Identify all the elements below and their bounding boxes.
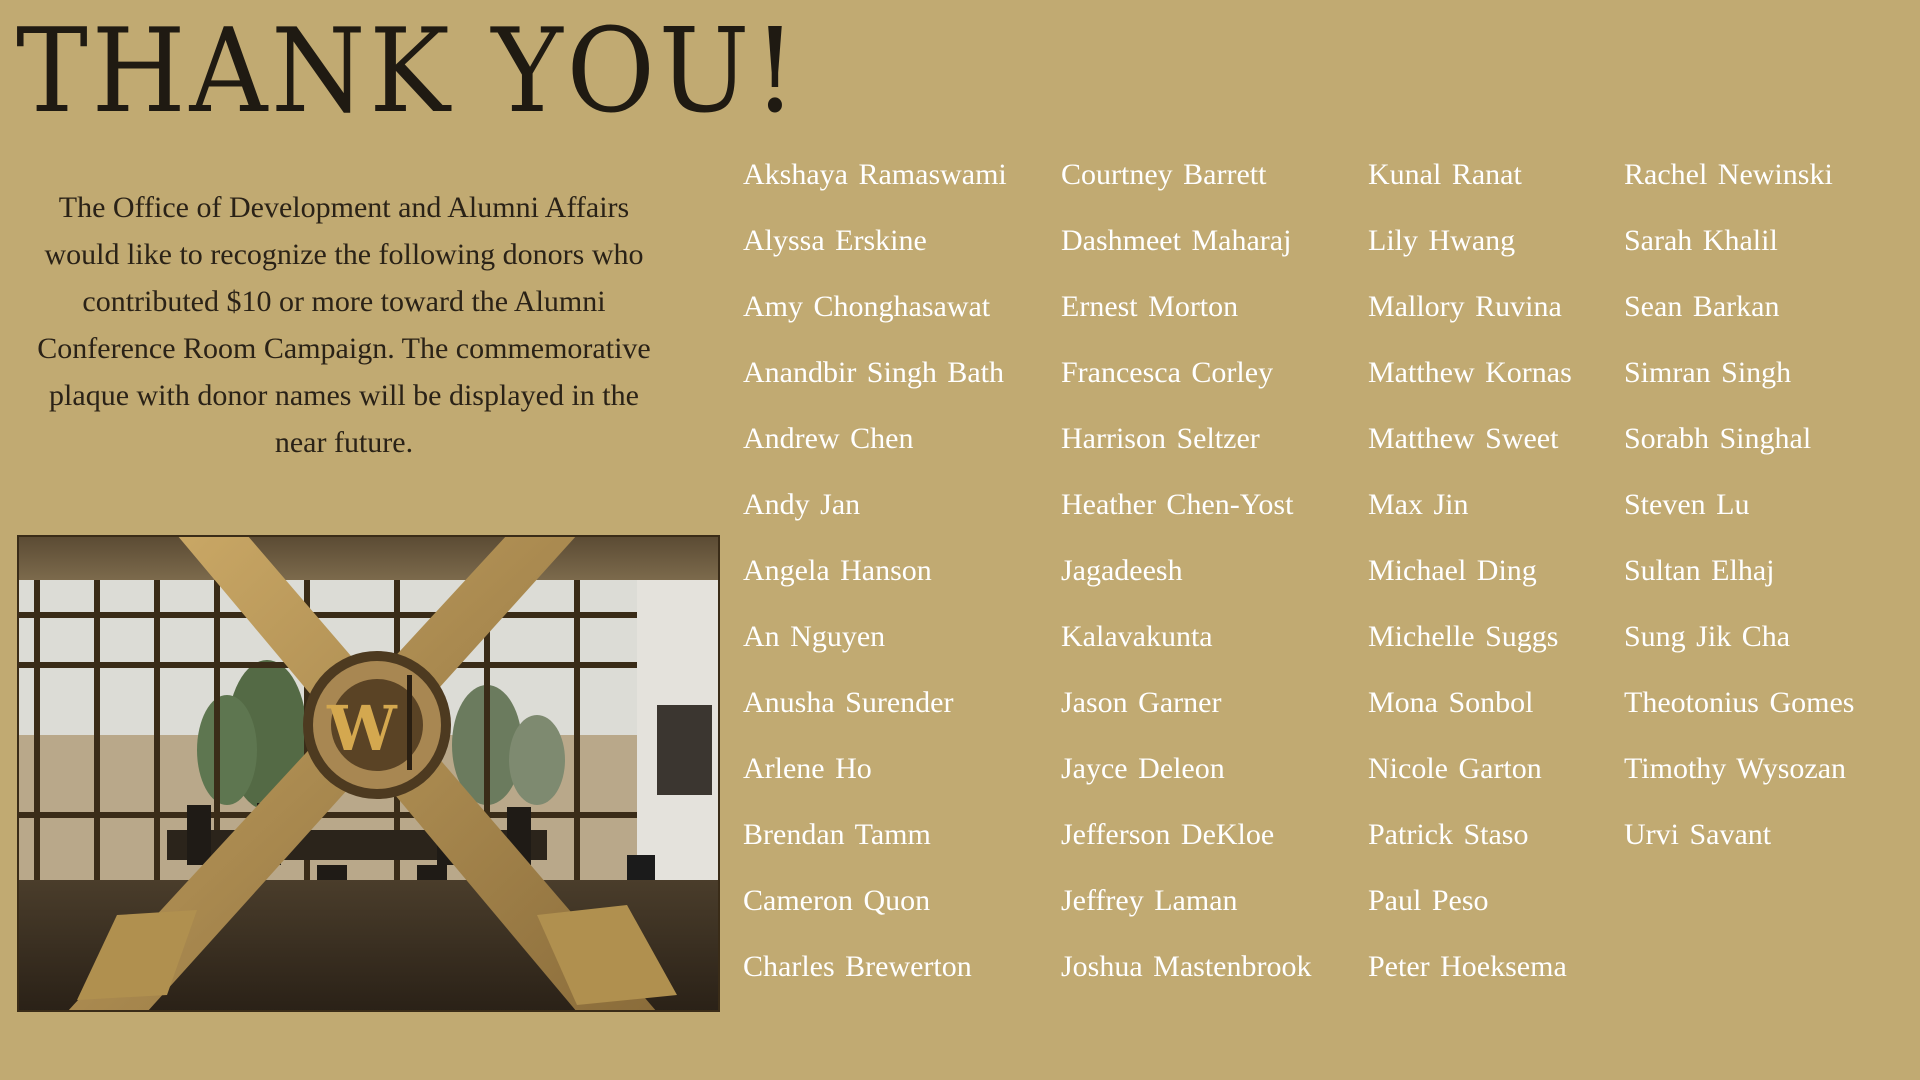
- donor-name: Jason Garner: [1061, 686, 1222, 719]
- donor-name: Kalavakunta: [1061, 620, 1213, 653]
- donor-column-2: [1061, 150, 1311, 1008]
- donor-name: Cameron Quon: [743, 884, 931, 917]
- donor-name: Charles Brewerton: [743, 950, 972, 983]
- donor-name: Jayce Deleon: [1061, 752, 1225, 785]
- donor-name: Harrison Seltzer: [1061, 422, 1260, 455]
- donor-name: Jefferson DeKloe: [1061, 818, 1275, 851]
- donor-name: Heather Chen-Yost: [1061, 488, 1294, 521]
- donor-name: Rachel Newinski: [1624, 158, 1833, 191]
- donor-name: Arlene Ho: [743, 752, 872, 785]
- donor-name: Sorabh Singhal: [1624, 422, 1812, 455]
- intro-paragraph: The Office of Development and Alumni Affairs would like to recognize the following donors who contributed $10 or more toward the Alumni Conference Room Campaign. The commemorative plaque with donor names will be displayed in the near future.: [37, 191, 651, 459]
- donor-name: Alyssa Erskine: [743, 224, 927, 257]
- donor-name: Timothy Wysozan: [1624, 752, 1847, 785]
- donor-name: Anusha Surender: [743, 686, 954, 719]
- donor-name: An Nguyen: [743, 620, 886, 653]
- donor-column-4: [1624, 150, 1854, 876]
- donor-column-1: [743, 150, 1007, 1008]
- donor-name: Peter Hoeksema: [1368, 950, 1567, 983]
- donor-name: Simran Singh: [1624, 356, 1792, 389]
- donor-name: Brendan Tamm: [743, 818, 931, 851]
- donor-name: Angela Hanson: [743, 554, 932, 587]
- donor-name: Mona Sonbol: [1368, 686, 1534, 719]
- donor-name: Andy Jan: [743, 488, 861, 521]
- donor-name: Joshua Mastenbrook: [1061, 950, 1312, 983]
- donor-name: Dashmeet Maharaj: [1061, 224, 1292, 257]
- donor-name: Andrew Chen: [743, 422, 914, 455]
- donor-name: Steven Lu: [1624, 488, 1750, 521]
- donor-name: Anandbir Singh Bath: [743, 356, 1004, 389]
- page-title: THANK YOU!: [16, 4, 801, 139]
- donor-name: Nicole Garton: [1368, 752, 1542, 785]
- donor-name: Akshaya Ramaswami: [743, 158, 1007, 191]
- donor-column-3: [1368, 150, 1572, 1008]
- donor-name: Courtney Barrett: [1061, 158, 1267, 191]
- donor-name: Michael Ding: [1368, 554, 1537, 587]
- logo-letter: W: [327, 692, 397, 765]
- donor-name: Sarah Khalil: [1624, 224, 1778, 257]
- donor-name: Matthew Sweet: [1368, 422, 1559, 455]
- donor-name: Sean Barkan: [1624, 290, 1780, 323]
- donor-name: Jagadeesh: [1061, 554, 1183, 587]
- donor-name: Lily Hwang: [1368, 224, 1516, 257]
- donor-name: Sultan Elhaj: [1624, 554, 1775, 587]
- donor-name: Max Jin: [1368, 488, 1469, 521]
- donor-name: Sung Jik Cha: [1624, 620, 1791, 653]
- conference-room-photo: [17, 535, 720, 1012]
- donor-name: Jeffrey Laman: [1061, 884, 1238, 917]
- donor-name: Francesca Corley: [1061, 356, 1274, 389]
- donor-name: Michelle Suggs: [1368, 620, 1559, 653]
- conference-room-illustration: [17, 535, 720, 1012]
- donor-name: Amy Chonghasawat: [743, 290, 991, 323]
- donor-name: Paul Peso: [1368, 884, 1489, 917]
- donor-name: Theotonius Gomes: [1624, 686, 1855, 719]
- donor-name: Kunal Ranat: [1368, 158, 1522, 191]
- donor-name: Patrick Staso: [1368, 818, 1529, 851]
- donor-name: Matthew Kornas: [1368, 356, 1572, 389]
- donor-name: Urvi Savant: [1624, 818, 1772, 851]
- donor-name: Ernest Morton: [1061, 290, 1239, 323]
- donor-name: Mallory Ruvina: [1368, 290, 1562, 323]
